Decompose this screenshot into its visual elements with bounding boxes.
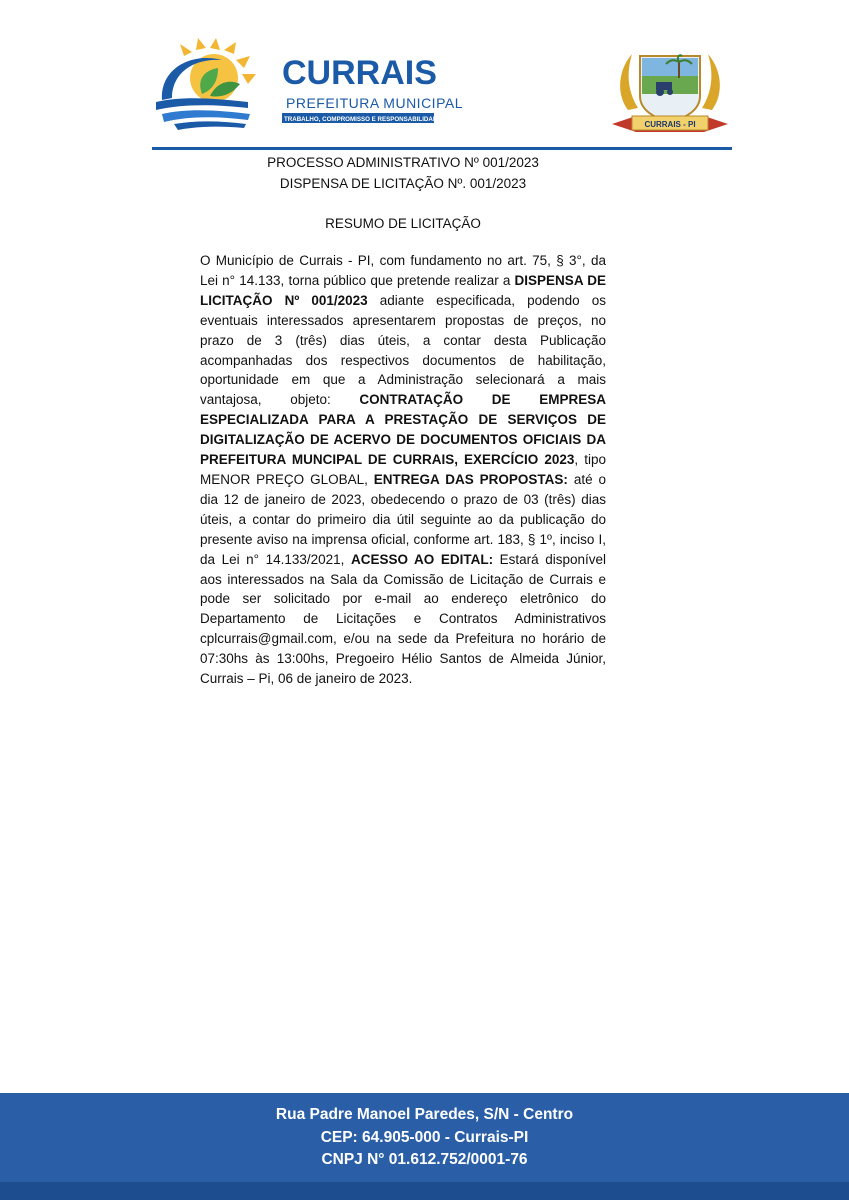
- footer-stripe: [0, 1182, 849, 1200]
- footer-address: Rua Padre Manoel Paredes, S/N - Centro: [275, 1106, 574, 1123]
- body-segment-bold: DISPENSA DE LICITAÇÃO Nº 001/2023: [200, 272, 606, 308]
- body-segment: adiante especificada, podendo os eventuais interessados apresentarem propostas de preços, no prazo de 3 (três) dias úteis, a contar desta Publicação acompanhadas dos respectivos documentos de habilitação, oportunidade em que a Administração selecionará a mais vantajosa, objeto:: [200, 292, 606, 408]
- logo-tagline: TRABALHO, COMPROMISSO E RESPONSABILIDADE: [284, 116, 442, 123]
- footer-contact: [0, 1104, 849, 1172]
- body-segment-bold: ENTREGA DAS PROPOSTAS:: [373, 471, 568, 487]
- dispensa-number: DISPENSA DE LICITAÇÃO Nº. 001/2023: [279, 176, 527, 191]
- body-segment: , tipo MENOR PREÇO GLOBAL,: [200, 452, 606, 487]
- body-paragraph: [200, 251, 606, 689]
- coat-of-arms: [606, 44, 734, 136]
- body-segment-bold: CONTRATAÇÃO DE EMPRESA ESPECIALIZADA PARA A PRESTAÇÃO DE SERVIÇOS DE DIGITALIZAÇÃO DE ACERVO DE DOCUMENTOS OFICIAIS DA PREFEITURA MUNCIPAL DE CURRAIS, EXERCÍCIO 2023: [200, 392, 606, 468]
- logo-name: CURRAIS: [282, 54, 437, 92]
- header-divider: [152, 147, 732, 150]
- body-segment: até o dia 12 de janeiro de 2023, obedecendo o prazo de 03 (três) dias úteis, a contar do primeiro dia útil seguinte ao da publicação do presente aviso na imprensa oficial, conforme art. 183, § 1º, inciso I, da Lei n° 14.133/2021,: [200, 471, 607, 567]
- footer-cnpj: CNPJ N° 01.612.752/0001-76: [321, 1151, 528, 1168]
- body-segment: Estará disponível aos interessados na Sala da Comissão de Licitação de Currais e pode ser solicitado por e-mail ao endereço eletrônico do Departamento de Licitações e Contratos Administrativos cplcurrais@gmail.com, e/ou na sede da Prefeitura no horário de 07:30hs às 13:00hs, Pregoeiro Hélio Santos de Almeida Júnior, Currais – Pi, 06 de janeiro de 2023.: [200, 551, 606, 687]
- wave-icon: [156, 98, 250, 130]
- document-heading: [200, 152, 606, 194]
- currais-logo: [152, 38, 463, 130]
- body-segment: O Município de Currais - PI, com fundamento no art. 75, § 3°, da Lei n° 14.133, torna público que pretende realizar a: [200, 253, 606, 288]
- coat-banner-text: CURRAIS - PI: [644, 120, 696, 129]
- process-number: PROCESSO ADMINISTRATIVO Nº 001/2023: [267, 155, 539, 170]
- section-title: RESUMO DE LICITAÇÃO: [325, 216, 481, 231]
- body-segment-bold: ACESSO AO EDITAL:: [350, 551, 494, 567]
- footer-cep: CEP: 64.905-000 - Currais-PI: [320, 1128, 529, 1146]
- logo-subtitle: PREFEITURA MUNICIPAL: [286, 95, 463, 111]
